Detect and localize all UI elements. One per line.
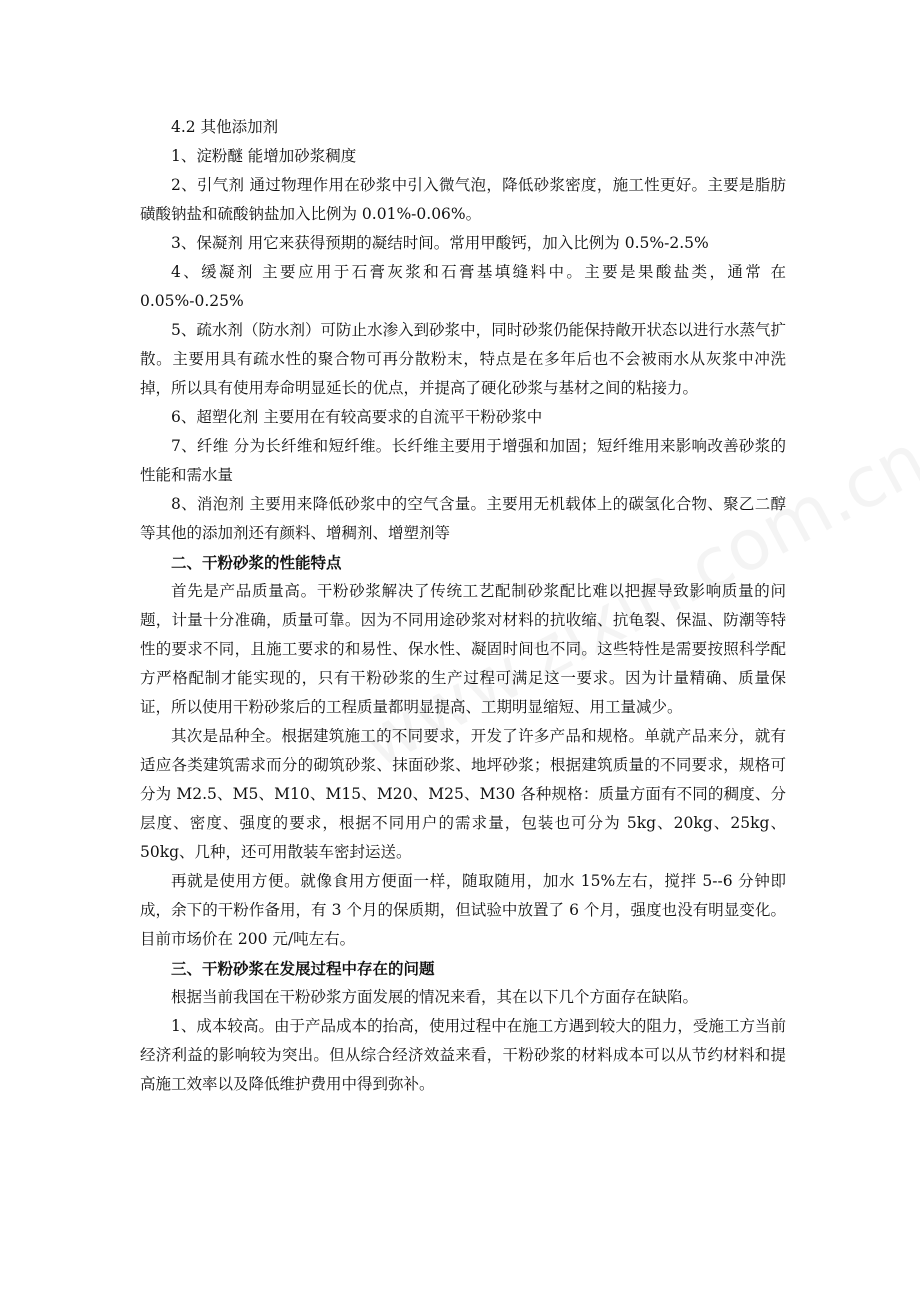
list-item-defoamer: 8、消泡剂 主要用来降低砂浆中的空气含量。主要用无机载体上的碳氢化合物、聚乙二醇等其他的添加剂还有颜料、增稠剂、增塑剂等 bbox=[140, 495, 786, 542]
section-heading-problems: 三、干粉砂浆在发展过程中存在的问题 bbox=[171, 959, 435, 978]
paragraph-variety: 其次是品种全。根据建筑施工的不同要求，开发了许多产品和规格。单就产品来分，就有适应各类建筑需求而分的砌筑砂浆、抹面砂浆、地坪砂浆；根据建筑质量的不同要求，规格可分为 M2.5、M5、M10、M15、M20、M25、M30 各种规格：质量方面有不同的稠度、分层度、密度、强度的要求，根据不同用户的需求量，包装也可分为 5kg、20kg、25kg、50kg、几种，还可用散装车密封运送。 bbox=[140, 727, 786, 861]
paragraph-high-cost: 1、成本较高。由于产品成本的抬高，使用过程中在施工方遇到较大的阻力，受施工方当前经济利益的影响较为突出。但从综合经济效益来看，干粉砂浆的材料成本可以从节约材料和提高施工效率以及降低维护费用中得到弥补。 bbox=[140, 1017, 786, 1093]
list-item-air-entraining-agent: 2、引气剂 通过物理作用在砂浆中引入微气泡，降低砂浆密度，施工性更好。主要是脂肪磺酸钠盐和硫酸钠盐加入比例为 0.01%-0.06%。 bbox=[140, 176, 786, 223]
paragraph-quality: 首先是产品质量高。干粉砂浆解决了传统工艺配制砂浆配比难以把握导致影响质量的问题，计量十分准确，质量可靠。因为不同用途砂浆对材料的抗收缩、抗龟裂、保温、防潮等特性的要求不同，且施工要求的和易性、保水性、凝固时间也不同。这些特性是需要按照科学配方严格配制才能实现的，只有干粉砂浆的生产过程可满足这一要求。因为计量精确、质量保证，所以使用干粉砂浆后的工程质量都明显提高、工期明显缩短、用工量减少。 bbox=[140, 582, 786, 716]
document-body bbox=[140, 113, 786, 1099]
list-item-setting-agent: 3、保凝剂 用它来获得预期的凝结时间。常用甲酸钙，加入比例为 0.5%-2.5% bbox=[171, 234, 709, 252]
list-item-superplasticizer: 6、超塑化剂 主要用在有较高要求的自流平干粉砂浆中 bbox=[171, 408, 543, 426]
section-heading-4-2: 4.2 其他添加剂 bbox=[171, 118, 279, 136]
paragraph-convenience: 再就是使用方便。就像食用方便面一样，随取随用，加水 15%左右，搅拌 5--6 分钟即成，余下的干粉作备用，有 3 个月的保质期，但试验中放置了 6 个月，强度也没有明显变化。目前市场价在 200 元/吨左右。 bbox=[140, 872, 786, 948]
section-heading-performance: 二、干粉砂浆的性能特点 bbox=[171, 553, 342, 572]
list-item-retarder: 4、缓凝剂 主要应用于石膏灰浆和石膏基填缝料中。主要是果酸盐类，通常 在 0.05%-0.25% bbox=[140, 263, 786, 310]
list-item-fiber: 7、纤维 分为长纤维和短纤维。长纤维主要用于增强和加固；短纤维用来影响改善砂浆的性能和需水量 bbox=[140, 437, 786, 484]
paragraph-problems-intro: 根据当前我国在干粉砂浆方面发展的情况来看，其在以下几个方面存在缺陷。 bbox=[171, 988, 699, 1006]
list-item-starch-ether: 1、淀粉醚 能增加砂浆稠度 bbox=[171, 147, 357, 165]
list-item-water-repellent: 5、疏水剂（防水剂）可防止水渗入到砂浆中，同时砂浆仍能保持敞开状态以进行水蒸气扩散。主要用具有疏水性的聚合物可再分散粉末，特点是在多年后也不会被雨水从灰浆中冲洗掉，所以具有使用寿命明显延长的优点，并提高了硬化砂浆与基材之间的粘接力。 bbox=[140, 321, 786, 397]
